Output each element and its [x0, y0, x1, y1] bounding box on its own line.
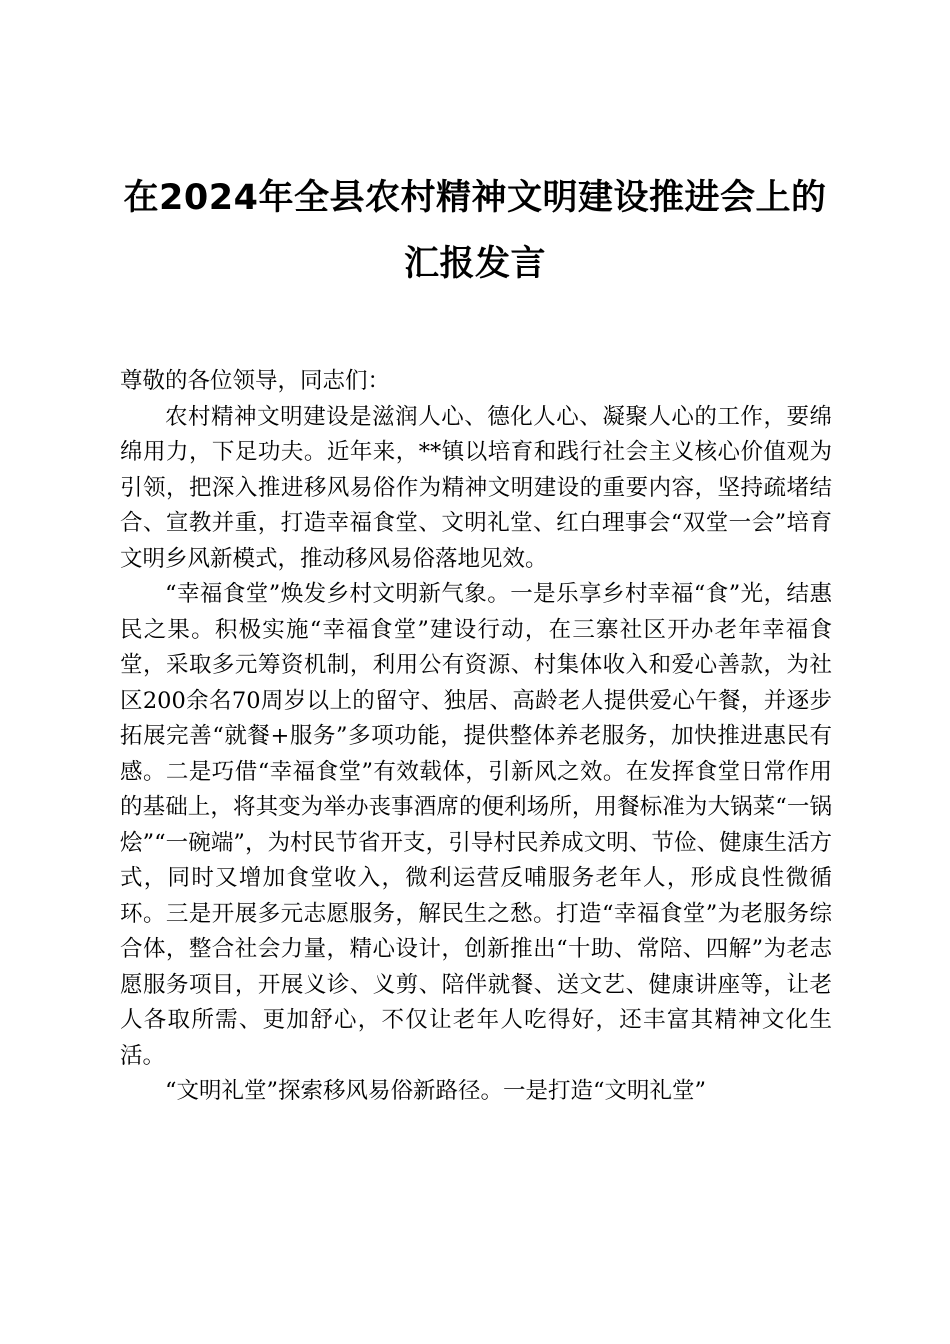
salutation: 尊敬的各位领导，同志们：	[120, 368, 391, 394]
paragraph-happy-canteen: “幸福食堂”焕发乡村文明新气象。一是乐享乡村幸福“食”光，结惠民之果。积极实施“幸福食堂”建设行动，在三寨社区开办老年幸福食堂，采取多元筹资机制，利用公有资源、村集体收入和爱心善款，为社区200余名70周岁以上的留守、独居、高龄老人提供爱心午餐，并逐步拓展完善“就餐+服务”多项功能，提供整体养老服务，加快推进惠民有感。二是巧借“幸福食堂”有效载体，引新风之效。在发挥食堂日常作用的基础上，将其变为举办丧事酒席的便利场所，用餐标准为大锅菜“一锅烩”“一碗端”，为村民节省开支，引导村民养成文明、节俭、健康生活方式，同时又增加食堂收入，微利运营反哺服务老年人，形成良性微循环。三是开展多元志愿服务，解民生之愁。打造“幸福食堂”为老服务综合体，整合社会力量，精心设计，创新推出“十助、常陪、四解”为老志愿服务项目，开展义诊、义剪、陪伴就餐、送文艺、健康讲座等，让老人各取所需、更加舒心，不仅让老年人吃得好，还丰富其精神文化生活。	[120, 581, 832, 1069]
paragraph-civilized-hall: “文明礼堂”探索移风易俗新路径。一是打造“文明礼堂”	[165, 1078, 707, 1104]
document-body	[120, 364, 832, 1110]
document-title-line-1: 在2024年全县农村精神文明建设推进会上的	[123, 178, 827, 218]
paragraph-intro: 农村精神文明建设是滋润人心、德化人心、凝聚人心的工作，要绵绵用力，下足功夫。近年来，**镇以培育和践行社会主义核心价值观为引领，把深入推进移风易俗作为精神文明建设的重要内容，坚持疏堵结合、宣教并重，打造幸福食堂、文明礼堂、红白理事会“双堂一会”培育文明乡风新模式，推动移风易俗落地见效。	[120, 403, 832, 572]
document-title-line-2: 汇报发言	[403, 244, 546, 284]
